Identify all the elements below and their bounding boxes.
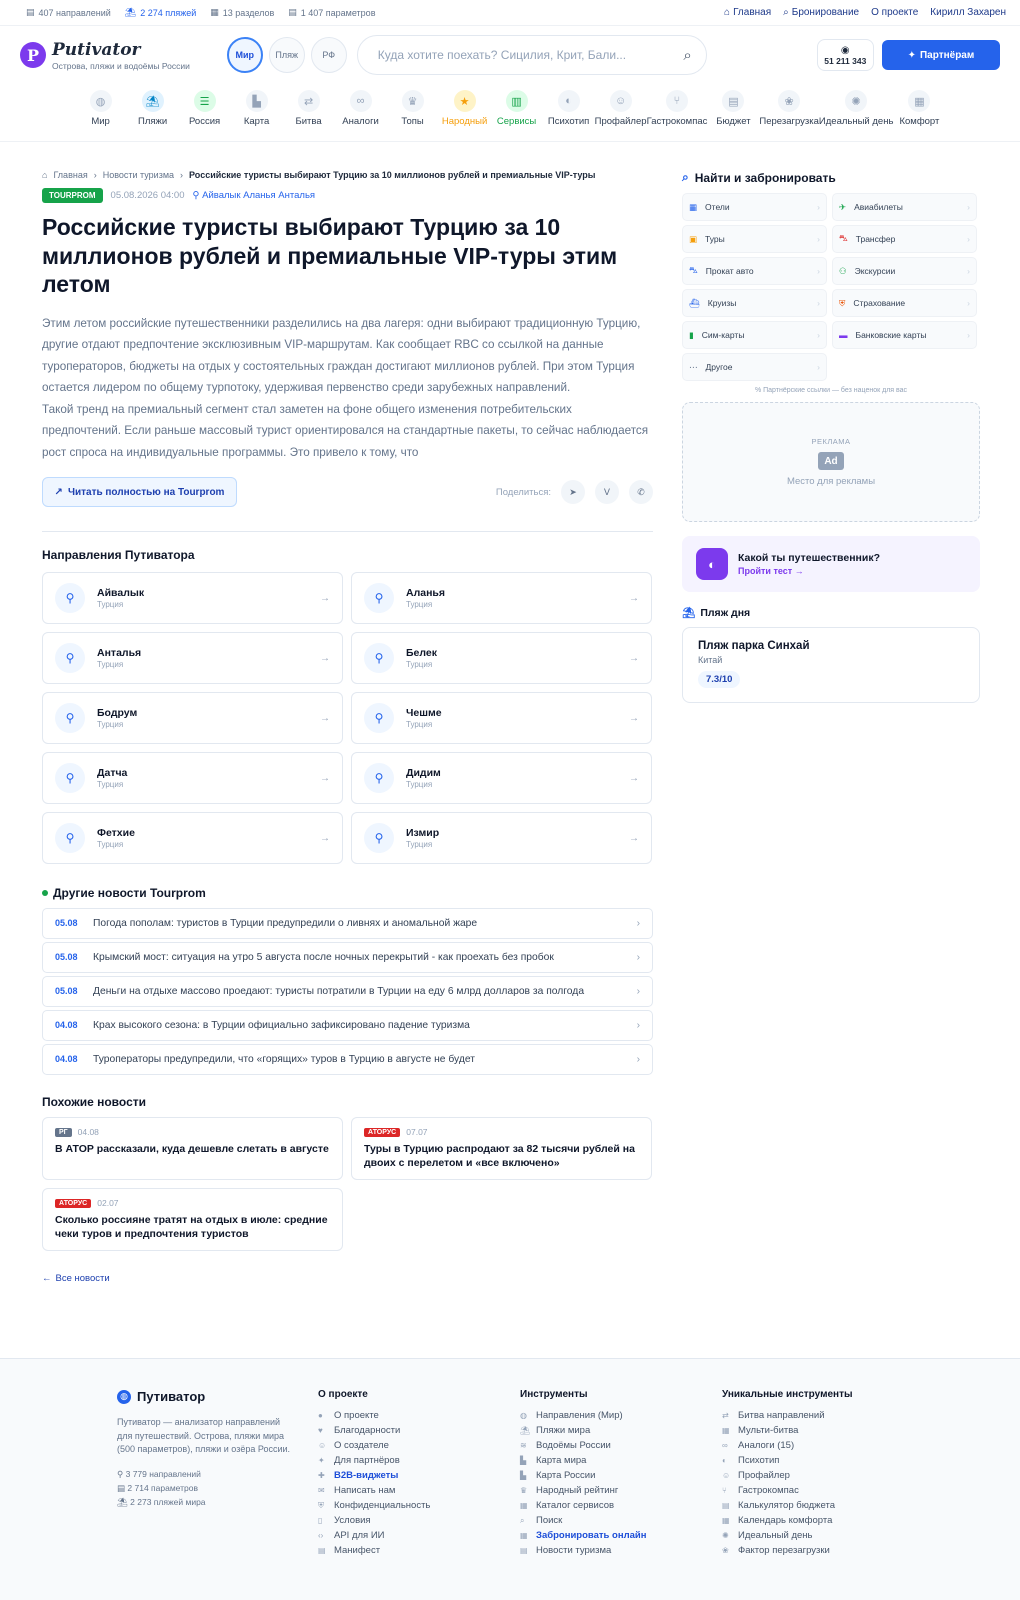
- pin-icon: ⚲: [55, 703, 85, 733]
- whatsapp-icon[interactable]: ✆: [629, 480, 653, 504]
- quiz-title: Какой ты путешественник?: [738, 552, 880, 564]
- source-tag: АТОРУС: [55, 1199, 91, 1208]
- home-icon: ⌂: [724, 7, 731, 18]
- booking-title: ⌕ Найти и забронировать: [682, 170, 836, 185]
- lotus-icon: ❀: [722, 1546, 729, 1555]
- water-icon: ≋: [520, 1441, 527, 1450]
- user-icon: ☺: [318, 1441, 327, 1450]
- grid-icon: ▦: [520, 1501, 528, 1510]
- chevron-right-icon: ›: [636, 952, 640, 963]
- booking-link[interactable]: ⌕ Бронирование: [783, 7, 860, 18]
- booking-sim[interactable]: ▮ Сим-карты ›: [682, 321, 827, 349]
- search-icon[interactable]: ⌕: [683, 46, 692, 64]
- about-link[interactable]: О проекте: [871, 7, 919, 18]
- chevron-right-icon: ›: [636, 1020, 640, 1031]
- chevron-right-icon: ›: [967, 330, 970, 340]
- trophy-icon: ♛: [520, 1486, 528, 1495]
- nav-profiler[interactable]: ☺ Профайлер: [595, 84, 647, 141]
- footer-link[interactable]: ♛ Народный рейтинг: [520, 1485, 619, 1496]
- flag-icon: ☰: [194, 90, 216, 112]
- list-item[interactable]: 04.08 Крах высокого сезона: в Турции официально зафиксировано падение туризма ›: [42, 1010, 653, 1041]
- similar-news-card[interactable]: АТОРУС 07.07 Туры в Турцию распродают за 82 тысячи рублей на двоих с перелетом и «все включено»: [351, 1117, 652, 1180]
- footer-link[interactable]: ▯ Условия: [318, 1515, 371, 1526]
- destination-card[interactable]: ⚲ Датча Турция →: [42, 752, 343, 804]
- search-input[interactable]: [357, 35, 707, 75]
- brain-icon: ◐: [558, 90, 580, 112]
- nav-gastro[interactable]: ⑂ Гастрокомпас: [647, 84, 708, 141]
- stat-sections: ▦ 13 разделов: [210, 7, 275, 18]
- trophy-icon: ♛: [402, 90, 424, 112]
- search-icon: ⌕: [520, 1515, 525, 1525]
- telegram-icon[interactable]: ➤: [561, 480, 585, 504]
- footer-brand-name: Путиватор: [137, 1389, 206, 1404]
- fork-icon: ⑂: [722, 1486, 727, 1495]
- article-lead: Этим летом российские путешественники разделились на два лагеря: одни выбирают традиционную Турцию, другие отдают предпочтение эксклюзивным VIP-маршрутам. Как сообщает RBC со ссылкой на данные туроператоров, бюджеты на отдых у состоятельных граждан достигают миллионов рублей. При этом Турция остается лидером по общему турпотоку, удерживая первенство среди зарубежных направлений. Такой тренд на премиальный сегмент стал заметен на фоне общего изменения потребительских предпочтений. Если раньше массовый турист ориентировался на стандартные пакеты, то сейчас наблюдается рост спроса на индивидуальные программы. Это привело к тому, что: [42, 316, 649, 459]
- list-icon: ▤: [117, 1482, 126, 1493]
- footer-link[interactable]: ‹› API для ИИ: [318, 1530, 385, 1541]
- chevron-right-icon: ›: [967, 266, 970, 276]
- arrow-right-icon: →: [629, 652, 639, 664]
- beach-of-day-card[interactable]: [682, 627, 980, 703]
- ad-label: РЕКЛАМА: [811, 437, 851, 446]
- more-icon: ⋯: [689, 361, 698, 372]
- divider: [42, 531, 653, 532]
- link-icon: ∞: [350, 90, 372, 112]
- chevron-right-icon: ›: [817, 202, 820, 212]
- destination-card[interactable]: ⚲ Белек Турция →: [351, 632, 652, 684]
- destination-card[interactable]: ⚲ Чешме Турция →: [351, 692, 652, 744]
- booking-flights[interactable]: ✈ Авиабилеты ›: [832, 193, 977, 221]
- top-bar: [0, 0, 1020, 26]
- footer-description: Путиватор — анализатор направлений для путешествий. Острова, пляжи мира (500 параметров), пляжи и озёра России.: [117, 1417, 290, 1454]
- destination-card[interactable]: ⚲ Айвалык Турция →: [42, 572, 343, 624]
- pin-icon: ⚲: [364, 583, 394, 613]
- footer-link[interactable]: ⛱ Пляжи мира: [520, 1425, 591, 1436]
- logo-subtitle: Острова, пляжи и водоёмы России: [52, 60, 190, 71]
- logo[interactable]: [20, 40, 227, 71]
- credit-card-icon: ▬: [839, 330, 848, 340]
- pin-icon: ⚲: [55, 583, 85, 613]
- footer-link[interactable]: ☺ О создателе: [318, 1440, 389, 1451]
- nav-world[interactable]: ◍ Мир: [75, 84, 127, 141]
- destinations-title: Направления Путиватора: [42, 548, 195, 562]
- arrow-right-icon: →: [320, 832, 330, 844]
- similar-news-title: Похожие новости: [42, 1095, 146, 1109]
- footer-link[interactable]: ⑂ Гастрокомпас: [722, 1485, 799, 1496]
- user-link[interactable]: Кирилл Захарен: [930, 7, 1006, 18]
- list-item[interactable]: 04.08 Туроператоры предупредили, что «горящих» туров в Турцию в августе не будет ›: [42, 1044, 653, 1075]
- other-news-list: [42, 908, 653, 1075]
- fork-icon: ⑂: [666, 90, 688, 112]
- other-news-heading: Другие новости Tourprom: [42, 886, 653, 900]
- main-nav: [0, 84, 1020, 142]
- nav-beaches[interactable]: ⛱ Пляжи: [127, 84, 179, 141]
- footer-link[interactable]: ▦ Мульти-битва: [722, 1425, 799, 1436]
- file-icon: ▯: [318, 1516, 323, 1525]
- footer: [0, 1358, 1020, 1600]
- footer-link[interactable]: ∞ Аналоги (15): [722, 1440, 795, 1451]
- booking-cruises[interactable]: ⛴ Круизы ›: [682, 289, 827, 317]
- source-tag: АТОРУС: [364, 1128, 400, 1137]
- suitcase-icon: ▣: [689, 233, 698, 244]
- chevron-right-icon: ›: [967, 234, 970, 244]
- arrow-left-icon: ←: [42, 1273, 52, 1284]
- store-icon: ▥: [506, 90, 528, 112]
- arrow-right-icon: →: [320, 592, 330, 604]
- similar-news-card[interactable]: РГ 04.08 В АТОР рассказали, куда дешевле слетать в августе: [42, 1117, 343, 1180]
- search-placeholder: Куда хотите поехать? Сицилия, Крит, Бали...: [377, 48, 627, 62]
- mode-beach[interactable]: Пляж: [269, 37, 305, 73]
- sun-icon: ✺: [845, 90, 867, 112]
- footer-link[interactable]: ◍ Направления (Мир): [520, 1410, 623, 1421]
- star-icon: ★: [454, 90, 476, 112]
- visitor-counter: ◉ 51 211 343: [817, 39, 874, 71]
- map-icon: ▙: [246, 90, 268, 112]
- umbrella-icon: ⛱: [142, 90, 164, 112]
- footer-link[interactable]: ▤ Калькулятор бюджета: [722, 1500, 836, 1511]
- crumb-news[interactable]: Новости туризма: [102, 170, 175, 180]
- info-icon: ●: [318, 1411, 323, 1420]
- destination-card[interactable]: ⚲ Измир Турция →: [351, 812, 652, 864]
- globe-icon: ◍: [520, 1411, 527, 1420]
- chevron-right-icon: ›: [817, 266, 820, 276]
- arrow-right-icon: →: [320, 712, 330, 724]
- arrow-right-icon: →: [629, 772, 639, 784]
- umbrella-icon: ⛱: [682, 607, 696, 619]
- puzzle-icon: ✚: [318, 1471, 325, 1480]
- sim-card-icon: ▮: [689, 329, 694, 340]
- similar-news-grid: [42, 1117, 653, 1251]
- footer-brand: [117, 1389, 297, 1509]
- article-locations[interactable]: ⚲ Айвалык Аланья Анталья: [192, 190, 316, 201]
- map-icon: ▙: [520, 1471, 527, 1480]
- beach-name: Пляж парка Синхай: [698, 640, 810, 652]
- chevron-right-icon: ›: [967, 202, 970, 212]
- booking-grid: [682, 193, 980, 381]
- footer-unique-column: [722, 1389, 853, 1558]
- scroll-icon: ▤: [318, 1546, 326, 1555]
- plane-icon: ✈: [839, 201, 847, 212]
- chevron-right-icon: ›: [817, 298, 820, 308]
- footer-link[interactable]: ☺ Профайлер: [722, 1470, 790, 1481]
- footer-tools-column: [520, 1389, 646, 1558]
- home-icon: ⌂: [42, 170, 48, 180]
- footer-link[interactable]: ≋ Водоёмы России: [520, 1440, 611, 1451]
- share-bar: [496, 480, 653, 504]
- article-main: [42, 170, 653, 1284]
- footer-link[interactable]: ✺ Идеальный день: [722, 1530, 813, 1541]
- car-icon: ⛍: [839, 233, 848, 243]
- footer-link[interactable]: ◐ Психотип: [722, 1455, 780, 1466]
- booking-bank-cards[interactable]: ▬ Банковские карты ›: [832, 321, 977, 349]
- article-meta: [42, 188, 653, 203]
- destination-card[interactable]: ⚲ Бодрум Турция →: [42, 692, 343, 744]
- vk-icon[interactable]: ᐯ: [595, 480, 619, 504]
- swords-icon: ⇄: [722, 1411, 729, 1420]
- footer-link[interactable]: ⇄ Битва направлений: [722, 1410, 825, 1421]
- calendar-icon: ▦: [722, 1516, 730, 1525]
- beach-country: Китай: [698, 655, 723, 665]
- footer-link[interactable]: ❀ Фактор перезагрузки: [722, 1545, 830, 1556]
- lotus-icon: ❀: [778, 90, 800, 112]
- search-icon: ⌕: [783, 7, 789, 18]
- mode-world[interactable]: Мир: [227, 37, 263, 73]
- database-icon: ▤: [26, 7, 35, 17]
- shield-icon: ⛨: [318, 1500, 324, 1510]
- pin-icon: ⚲: [364, 823, 394, 853]
- list-item[interactable]: 05.08 Крымский мост: ситуация на утро 5 августа после ночных перекрытий - как проехать без пробок ›: [42, 942, 653, 973]
- pin-icon: ⚲: [55, 823, 85, 853]
- list-icon: ▤: [288, 7, 297, 17]
- footer-link[interactable]: ▦ Забронировать онлайн: [520, 1530, 647, 1541]
- destination-card[interactable]: ⚲ Аланья Турция →: [351, 572, 652, 624]
- calculator-icon: ▤: [722, 90, 744, 112]
- crumb-home[interactable]: Главная: [53, 170, 88, 180]
- partner-button[interactable]: ✦ Партнёрам: [882, 40, 1000, 70]
- binoculars-icon: ⚇: [839, 265, 847, 276]
- nav-map[interactable]: ▙ Карта: [231, 84, 283, 141]
- footer-link[interactable]: ▙ Карта мира: [520, 1455, 587, 1466]
- pin-icon: ⚲: [55, 643, 85, 673]
- mail-icon: ✉: [318, 1486, 325, 1495]
- globe-icon: ◍: [90, 90, 112, 112]
- car-icon: ⛍: [689, 265, 698, 275]
- footer-unique-title: Уникальные инструменты: [722, 1389, 853, 1400]
- nav-analogs[interactable]: ∞ Аналоги: [335, 84, 387, 141]
- booking-tours[interactable]: ▣ Туры ›: [682, 225, 827, 253]
- read-more-button[interactable]: ↗ Читать полностью на Tourprom: [42, 477, 237, 507]
- newspaper-icon: ▤: [520, 1546, 528, 1555]
- brain-icon: ◐: [722, 1456, 727, 1465]
- article-title: Российские туристы выбирают Турцию за 10 миллионов рублей и премиальные VIP-туры этим летом: [42, 214, 618, 297]
- ship-icon: ⛴: [689, 297, 700, 308]
- list-item[interactable]: 05.08 Деньги на отдыхе массово проедают: туристы потратили в Турции на еду 6 млрд долларов за полгода ›: [42, 976, 653, 1007]
- handshake-icon: ✦: [318, 1456, 325, 1465]
- eye-icon: ◉: [840, 44, 850, 56]
- source-tag: РГ: [55, 1128, 72, 1137]
- pin-icon: ⚲: [364, 643, 394, 673]
- beach-rating: 7.3/10: [698, 671, 740, 688]
- percent-icon: %: [754, 387, 762, 394]
- pin-icon: ⚲: [364, 763, 394, 793]
- ad-text: Место для рекламы: [786, 476, 876, 487]
- swords-icon: ⇄: [298, 90, 320, 112]
- booking-hotels[interactable]: ▦ Отели ›: [682, 193, 827, 221]
- quiz-banner[interactable]: [682, 536, 980, 592]
- arrow-right-icon: →: [629, 712, 639, 724]
- header: [0, 26, 1020, 84]
- pin-icon: ⚲: [55, 763, 85, 793]
- stat-directions: ▤ 407 направлений: [26, 7, 111, 18]
- arrow-right-icon: →: [320, 772, 330, 784]
- booking-insurance[interactable]: ⛨ Страхование ›: [832, 289, 977, 317]
- article-actions: [42, 477, 653, 507]
- article-date: 05.08.2026 04:00: [110, 190, 185, 201]
- arrow-right-icon: →: [629, 592, 639, 604]
- handshake-icon: ✦: [907, 49, 916, 61]
- site-stats: [26, 7, 375, 18]
- list-item[interactable]: 05.08 Погода пополам: туристов в Турции предупредили о ливнях и аномальной жаре ›: [42, 908, 653, 939]
- nav-reboot[interactable]: ❀ Перезагрузка: [759, 84, 819, 141]
- source-badge: TOURPROM: [42, 188, 103, 203]
- booking-car-rental[interactable]: ⛍ Прокат авто ›: [682, 257, 827, 285]
- chevron-right-icon: ›: [93, 170, 97, 180]
- umbrella-icon: ⛱: [117, 1496, 128, 1507]
- footer-link[interactable]: ♥ Благодарности: [318, 1425, 401, 1436]
- umbrella-icon: ⛱: [124, 7, 137, 17]
- nav-ideal-day[interactable]: ✺ Идеальный день: [819, 84, 893, 141]
- footer-link[interactable]: ▤ Новости туризма: [520, 1545, 612, 1556]
- calculator-icon: ▤: [722, 1501, 730, 1510]
- home-link[interactable]: ⌂ Главная: [724, 7, 772, 18]
- layers-icon: ▦: [210, 7, 219, 17]
- footer-about-column: [318, 1389, 430, 1558]
- external-link-icon: ↗: [54, 486, 63, 498]
- calendar-icon: ▦: [520, 1531, 528, 1540]
- chevron-right-icon: ›: [636, 1054, 640, 1065]
- nav-budget[interactable]: ▤ Бюджет: [707, 84, 759, 141]
- all-news-link[interactable]: ← Все новости: [42, 1273, 110, 1284]
- footer-about-title: О проекте: [318, 1389, 368, 1400]
- quiz-link[interactable]: Пройти тест →: [738, 566, 804, 576]
- sidebar: [682, 170, 980, 703]
- ad-slot[interactable]: [682, 402, 980, 522]
- link-icon: ∞: [722, 1441, 728, 1450]
- nav-tops[interactable]: ♛ Топы: [387, 84, 439, 141]
- booking-excursions[interactable]: ⚇ Экскурсии ›: [832, 257, 977, 285]
- top-links: [724, 7, 1006, 18]
- nav-russia[interactable]: ☰ Россия: [179, 84, 231, 141]
- destination-card[interactable]: ⚲ Фетхие Турция →: [42, 812, 343, 864]
- footer-link[interactable]: ⌕ Поиск: [520, 1515, 563, 1526]
- footer-link[interactable]: ▙ Карта России: [520, 1470, 596, 1481]
- user-icon: ☺: [722, 1471, 731, 1480]
- chevron-right-icon: ›: [636, 986, 640, 997]
- pin-icon: ⚲: [364, 703, 394, 733]
- booking-other[interactable]: ⋯ Другое ›: [682, 353, 827, 381]
- destination-card[interactable]: ⚲ Дидим Турция →: [351, 752, 652, 804]
- destinations-grid: [42, 572, 653, 864]
- brain-icon: ◐: [696, 548, 728, 580]
- stat-beaches[interactable]: ⛱ 2 274 пляжей: [124, 7, 197, 18]
- footer-tools-title: Инструменты: [520, 1389, 588, 1400]
- nav-services[interactable]: ▥ Сервисы: [491, 84, 543, 141]
- pin-icon: ⚲: [117, 1468, 124, 1479]
- footer-link[interactable]: ✦ Для партнёров: [318, 1455, 400, 1466]
- chevron-right-icon: ›: [636, 918, 640, 929]
- nav-popular[interactable]: ★ Народный: [439, 84, 491, 141]
- partner-note: % Партнёрские ссылки — без наценок для вас: [754, 387, 908, 394]
- sun-icon: ✺: [722, 1531, 729, 1540]
- hotel-icon: ▦: [689, 201, 698, 212]
- footer-link[interactable]: ● О проекте: [318, 1410, 379, 1421]
- chevron-right-icon: ›: [817, 234, 820, 244]
- calendar-icon: ▦: [908, 90, 930, 112]
- nav-battle[interactable]: ⇄ Битва: [283, 84, 335, 141]
- chevron-right-icon: ›: [967, 298, 970, 308]
- pin-icon: ⚲: [192, 190, 200, 201]
- arrow-right-icon: →: [629, 832, 639, 844]
- mode-switcher: [227, 37, 347, 73]
- beach-of-day-title: ⛱ Пляж дня: [682, 606, 751, 619]
- heart-icon: ♥: [318, 1426, 323, 1435]
- booking-transfer[interactable]: ⛍ Трансфер ›: [832, 225, 977, 253]
- chevron-right-icon: ›: [817, 330, 820, 340]
- crumb-current: Российские туристы выбирают Турцию за 10 миллионов рублей и премиальные VIP-туры: [189, 170, 596, 180]
- arrow-right-icon: →: [320, 652, 330, 664]
- shield-icon: ⛨: [839, 297, 846, 308]
- footer-link[interactable]: ▦ Календарь комфорта: [722, 1515, 833, 1526]
- footer-link[interactable]: ✉ Написать нам: [318, 1485, 396, 1496]
- destination-card[interactable]: ⚲ Анталья Турция →: [42, 632, 343, 684]
- footer-stats: ⚲ 3 779 направлений ▤ 2 714 параметров ⛱ 2 273 пляжей мира: [117, 1468, 206, 1507]
- breadcrumb: [42, 170, 653, 180]
- footer-link[interactable]: ✚ B2B-виджеты: [318, 1470, 399, 1481]
- footer-link[interactable]: ⛨ Конфиденциальность: [318, 1500, 431, 1511]
- nav-comfort[interactable]: ▦ Комфорт: [893, 84, 945, 141]
- globe-icon: ◍: [117, 1390, 131, 1404]
- nav-psychotype[interactable]: ◐ Психотип: [543, 84, 595, 141]
- code-icon: ‹›: [318, 1531, 324, 1540]
- search-icon: ⌕: [682, 170, 689, 184]
- logo-mark: P: [20, 42, 46, 68]
- live-dot-icon: [42, 890, 48, 896]
- mode-russia[interactable]: РФ: [311, 37, 347, 73]
- umbrella-icon: ⛱: [520, 1426, 531, 1435]
- share-label: Поделиться:: [495, 486, 551, 498]
- logo-name: Putivator: [52, 39, 141, 60]
- footer-link[interactable]: ▤ Манифест: [318, 1545, 381, 1556]
- stat-params: ▤ 1 407 параметров: [288, 7, 376, 18]
- user-icon: ☺: [610, 90, 632, 112]
- similar-news-card[interactable]: АТОРУС 02.07 Сколько россияне тратят на отдых в июле: средние чеки туров и предпочтения туристов: [42, 1188, 343, 1251]
- map-icon: ▙: [520, 1456, 527, 1465]
- chevron-right-icon: ›: [180, 170, 184, 180]
- footer-link[interactable]: ▦ Каталог сервисов: [520, 1500, 615, 1511]
- ad-mark: Ad: [818, 452, 844, 470]
- chevron-right-icon: ›: [817, 362, 820, 372]
- layers-icon: ▦: [722, 1426, 730, 1435]
